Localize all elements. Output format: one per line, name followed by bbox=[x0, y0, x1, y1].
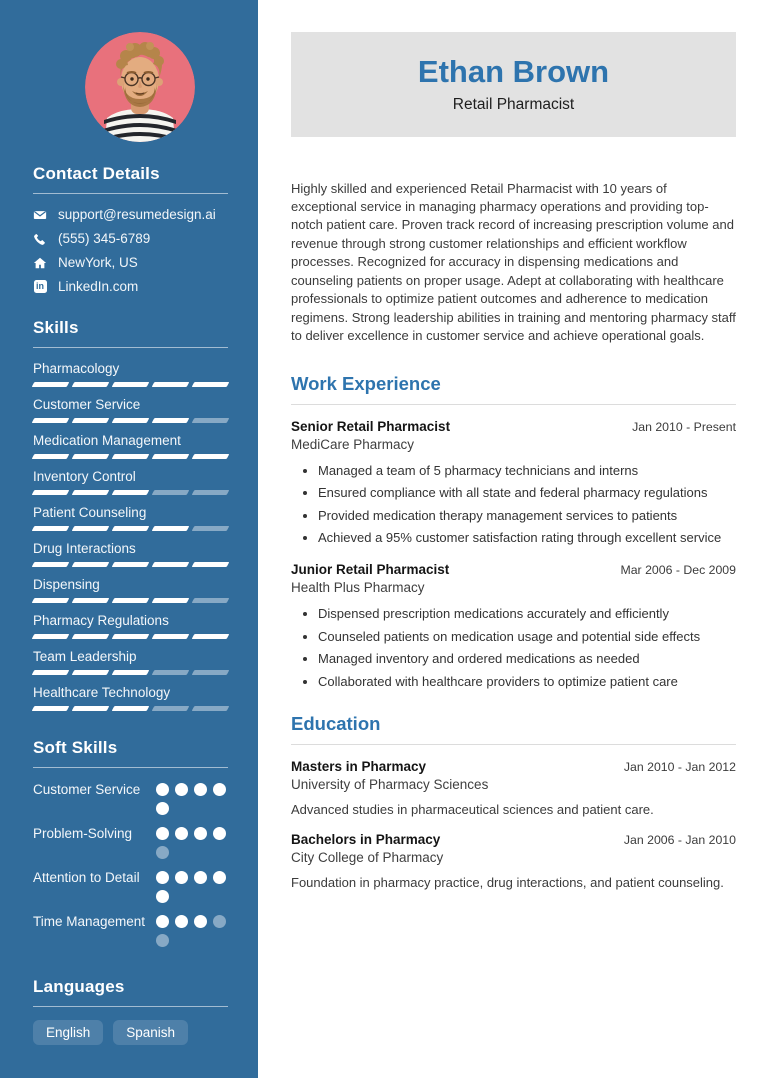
skill-level-segment bbox=[152, 526, 190, 531]
skill-level-segment bbox=[192, 634, 230, 639]
soft-skill-dots bbox=[156, 913, 228, 947]
contact-item-text: LinkedIn.com bbox=[58, 279, 139, 294]
education-list bbox=[291, 759, 736, 892]
job-dates: Mar 2006 - Dec 2009 bbox=[620, 563, 736, 578]
job-bullet: • Managed a team of 5 pharmacy technicians and interns bbox=[318, 462, 736, 480]
profile-photo bbox=[85, 32, 195, 142]
job-bullet: • Dispensed prescription medications accurately and efficiently bbox=[318, 605, 736, 623]
soft-skill-item bbox=[33, 869, 228, 903]
skill-level-segment bbox=[72, 670, 110, 675]
linkedin-icon bbox=[33, 280, 47, 294]
soft-skill-dot bbox=[175, 871, 188, 884]
contact-item bbox=[33, 231, 228, 246]
soft-skill-dot bbox=[213, 871, 226, 884]
skill-level-segment bbox=[192, 562, 230, 567]
job-bullet-list bbox=[291, 462, 736, 548]
contact-item bbox=[33, 255, 228, 270]
contact-item-text: (555) 345-6789 bbox=[58, 231, 151, 246]
soft-skill-dot bbox=[175, 783, 188, 796]
contact-section-title: Contact Details bbox=[33, 164, 160, 183]
main-content bbox=[291, 0, 736, 904]
skills-section-title: Skills bbox=[33, 318, 79, 337]
sidebar bbox=[0, 0, 258, 1078]
job-bullet: • Ensured compliance with all state and federal pharmacy regulations bbox=[318, 484, 736, 502]
skill-level-segment bbox=[32, 382, 70, 387]
skill-name: Patient Counseling bbox=[33, 505, 147, 520]
job-header bbox=[291, 562, 736, 577]
person-name: Ethan Brown bbox=[417, 54, 610, 89]
skill-name: Dispensing bbox=[33, 577, 100, 592]
soft-skill-dot bbox=[194, 871, 207, 884]
skill-item bbox=[33, 613, 228, 639]
soft-skill-dot bbox=[175, 915, 188, 928]
envelope-icon bbox=[33, 208, 47, 222]
contact-item bbox=[33, 207, 228, 222]
languages-section bbox=[33, 977, 228, 1045]
skill-name: Team Leadership bbox=[33, 649, 137, 664]
soft-skill-item bbox=[33, 781, 228, 815]
skill-level-segment bbox=[72, 454, 110, 459]
soft-skill-name: Customer Service bbox=[33, 782, 141, 797]
skill-item bbox=[33, 505, 228, 531]
summary-text: Highly skilled and experienced Retail Pharmacist with 10 years of exceptional service in managing pharmacy operations and providing top-notch patient care. Proven track record of increasing prescription volume and revenue through strong customer relationships and efficient workflow processes. Recognized for accuracy in dispensing medications and counseling patients on proper usage. Adept at collaborating with healthcare professionals to optimize patient outcomes and adherence to medication regimens. Strong leadership abilities in training and mentoring pharmacy staff to deliver excellence in customer service and achieve operational goals. bbox=[291, 180, 736, 344]
job-bullet: • Managed inventory and ordered medications as needed bbox=[318, 650, 736, 668]
education-entry bbox=[291, 759, 736, 819]
skill-item bbox=[33, 397, 228, 423]
skill-level-segment bbox=[152, 454, 190, 459]
language-pill: Spanish bbox=[113, 1020, 188, 1045]
skill-level-segment bbox=[152, 490, 190, 495]
skill-level-segment bbox=[32, 526, 70, 531]
skill-level-segment bbox=[112, 490, 150, 495]
soft-skill-dot bbox=[156, 915, 169, 928]
skill-level-bar bbox=[33, 382, 228, 387]
work-experience-section bbox=[291, 373, 736, 692]
skill-level-segment bbox=[112, 454, 150, 459]
skill-level-segment bbox=[72, 562, 110, 567]
languages-section-title: Languages bbox=[33, 977, 125, 996]
soft-skill-dot bbox=[194, 915, 207, 928]
skill-item bbox=[33, 541, 228, 567]
soft-skill-name: Time Management bbox=[33, 914, 146, 929]
skill-level-segment bbox=[72, 490, 110, 495]
skill-level-segment bbox=[112, 706, 150, 711]
soft-skill-item bbox=[33, 825, 228, 859]
soft-skill-item bbox=[33, 913, 228, 947]
skill-level-segment bbox=[152, 562, 190, 567]
skill-name: Pharmacology bbox=[33, 361, 120, 376]
skill-name: Inventory Control bbox=[33, 469, 136, 484]
school-name: City College of Pharmacy bbox=[291, 849, 444, 865]
contact-item-text: support@resumedesign.ai bbox=[58, 207, 216, 222]
soft-skill-dot bbox=[156, 783, 169, 796]
job-header bbox=[291, 419, 736, 434]
degree-title: Bachelors in Pharmacy bbox=[291, 831, 441, 847]
skill-level-segment bbox=[32, 562, 70, 567]
skill-level-segment bbox=[152, 706, 190, 711]
skill-level-segment bbox=[192, 706, 230, 711]
education-description: Advanced studies in pharmaceutical sciences and patient care. bbox=[291, 802, 654, 818]
skill-level-segment bbox=[32, 670, 70, 675]
skill-level-segment bbox=[152, 382, 190, 387]
divider bbox=[33, 193, 228, 194]
divider bbox=[33, 767, 228, 768]
skill-item bbox=[33, 685, 228, 711]
soft-skills-list bbox=[33, 781, 228, 947]
contact-section bbox=[33, 164, 228, 294]
job-bullet: • Counseled patients on medication usage and potential side effects bbox=[318, 628, 736, 646]
languages-list bbox=[33, 1020, 228, 1045]
divider bbox=[33, 347, 228, 348]
job-entry bbox=[291, 419, 736, 548]
soft-skill-dots bbox=[156, 825, 228, 859]
soft-skill-dot bbox=[156, 802, 169, 815]
skill-level-segment bbox=[152, 634, 190, 639]
soft-skills-section-title: Soft Skills bbox=[33, 738, 118, 757]
soft-skills-section bbox=[33, 738, 228, 947]
skill-level-bar bbox=[33, 706, 228, 711]
skill-level-bar bbox=[33, 490, 228, 495]
job-bullet: • Provided medication therapy management services to patients bbox=[318, 507, 736, 525]
skill-level-segment bbox=[72, 382, 110, 387]
skill-level-segment bbox=[72, 418, 110, 423]
skill-level-segment bbox=[32, 454, 70, 459]
education-description: Foundation in pharmacy practice, drug interactions, and patient counseling. bbox=[291, 874, 724, 890]
skill-level-segment bbox=[32, 706, 70, 711]
skill-level-segment bbox=[192, 490, 230, 495]
work-section-title: Work Experience bbox=[291, 373, 736, 405]
jobs-list bbox=[291, 419, 736, 692]
skill-level-bar bbox=[33, 598, 228, 603]
skill-name: Pharmacy Regulations bbox=[33, 613, 169, 628]
skill-level-segment bbox=[152, 670, 190, 675]
job-title: Junior Retail Pharmacist bbox=[291, 562, 450, 578]
soft-skill-dot bbox=[194, 827, 207, 840]
soft-skill-dots bbox=[156, 869, 228, 903]
job-company: MediCare Pharmacy bbox=[291, 436, 415, 452]
soft-skill-dot bbox=[213, 827, 226, 840]
soft-skill-dot bbox=[156, 827, 169, 840]
skill-level-segment bbox=[112, 562, 150, 567]
education-dates: Jan 2006 - Jan 2010 bbox=[623, 832, 736, 847]
job-bullet: • Achieved a 95% customer satisfaction rating through excellent service bbox=[318, 529, 736, 547]
skill-level-segment bbox=[72, 526, 110, 531]
skill-level-bar bbox=[33, 526, 228, 531]
skill-level-segment bbox=[192, 382, 230, 387]
skills-list bbox=[33, 361, 228, 711]
skill-level-segment bbox=[192, 526, 230, 531]
contact-list bbox=[33, 207, 228, 294]
skill-level-segment bbox=[192, 598, 230, 603]
skill-item bbox=[33, 361, 228, 387]
soft-skill-dot bbox=[156, 934, 169, 947]
skill-level-segment bbox=[32, 598, 70, 603]
skill-level-segment bbox=[112, 598, 150, 603]
education-entry bbox=[291, 832, 736, 892]
skill-item bbox=[33, 469, 228, 495]
education-dates: Jan 2010 - Jan 2012 bbox=[623, 760, 736, 775]
skill-name: Healthcare Technology bbox=[33, 685, 171, 700]
soft-skill-name: Problem-Solving bbox=[33, 826, 133, 841]
skill-level-segment bbox=[112, 634, 150, 639]
school-name: University of Pharmacy Sciences bbox=[291, 777, 489, 793]
soft-skill-dot bbox=[175, 827, 188, 840]
phone-icon bbox=[33, 232, 47, 246]
skill-level-segment bbox=[192, 454, 230, 459]
skill-level-segment bbox=[112, 670, 150, 675]
soft-skill-name: Attention to Detail bbox=[33, 870, 140, 885]
skill-level-segment bbox=[72, 634, 110, 639]
soft-skill-dot bbox=[213, 915, 226, 928]
education-section bbox=[291, 713, 736, 892]
skill-level-bar bbox=[33, 562, 228, 567]
soft-skill-dots bbox=[156, 781, 228, 815]
job-bullet: • Collaborated with healthcare providers to optimize patient care bbox=[318, 673, 736, 691]
skill-name: Drug Interactions bbox=[33, 541, 136, 556]
profile-photo-illustration bbox=[85, 32, 195, 142]
skill-level-segment bbox=[192, 418, 230, 423]
skill-level-segment bbox=[72, 598, 110, 603]
skill-level-segment bbox=[192, 670, 230, 675]
soft-skill-dot bbox=[194, 783, 207, 796]
skill-item bbox=[33, 649, 228, 675]
skill-level-segment bbox=[152, 598, 190, 603]
divider bbox=[33, 1006, 228, 1007]
linkedin-icon: in bbox=[34, 280, 47, 293]
job-title: Senior Retail Pharmacist bbox=[291, 418, 451, 434]
job-bullet-list bbox=[291, 605, 736, 691]
education-header bbox=[291, 759, 736, 774]
contact-item bbox=[33, 279, 228, 294]
header-box bbox=[291, 32, 736, 137]
skill-name: Customer Service bbox=[33, 397, 141, 412]
person-role: Retail Pharmacist bbox=[452, 95, 575, 113]
job-entry bbox=[291, 562, 736, 691]
degree-title: Masters in Pharmacy bbox=[291, 759, 427, 775]
skill-level-segment bbox=[32, 634, 70, 639]
education-header bbox=[291, 832, 736, 847]
soft-skill-dot bbox=[213, 783, 226, 796]
job-company: Health Plus Pharmacy bbox=[291, 580, 425, 596]
skills-section bbox=[33, 318, 228, 711]
contact-item-text: NewYork, US bbox=[58, 255, 138, 270]
soft-skill-dot bbox=[156, 846, 169, 859]
skill-level-segment bbox=[32, 418, 70, 423]
skill-level-segment bbox=[112, 526, 150, 531]
skill-item bbox=[33, 577, 228, 603]
skill-level-segment bbox=[72, 706, 110, 711]
skill-level-bar bbox=[33, 418, 228, 423]
skill-item bbox=[33, 433, 228, 459]
soft-skill-dot bbox=[156, 890, 169, 903]
skill-level-bar bbox=[33, 634, 228, 639]
education-section-title: Education bbox=[291, 713, 736, 745]
skill-level-segment bbox=[152, 418, 190, 423]
language-pill: English bbox=[33, 1020, 103, 1045]
skill-name: Medication Management bbox=[33, 433, 181, 448]
skill-level-segment bbox=[112, 418, 150, 423]
skill-level-bar bbox=[33, 670, 228, 675]
job-dates: Jan 2010 - Present bbox=[632, 419, 736, 434]
home-icon bbox=[33, 256, 47, 270]
skill-level-bar bbox=[33, 454, 228, 459]
skill-level-segment bbox=[112, 382, 150, 387]
soft-skill-dot bbox=[156, 871, 169, 884]
skill-level-segment bbox=[32, 490, 70, 495]
